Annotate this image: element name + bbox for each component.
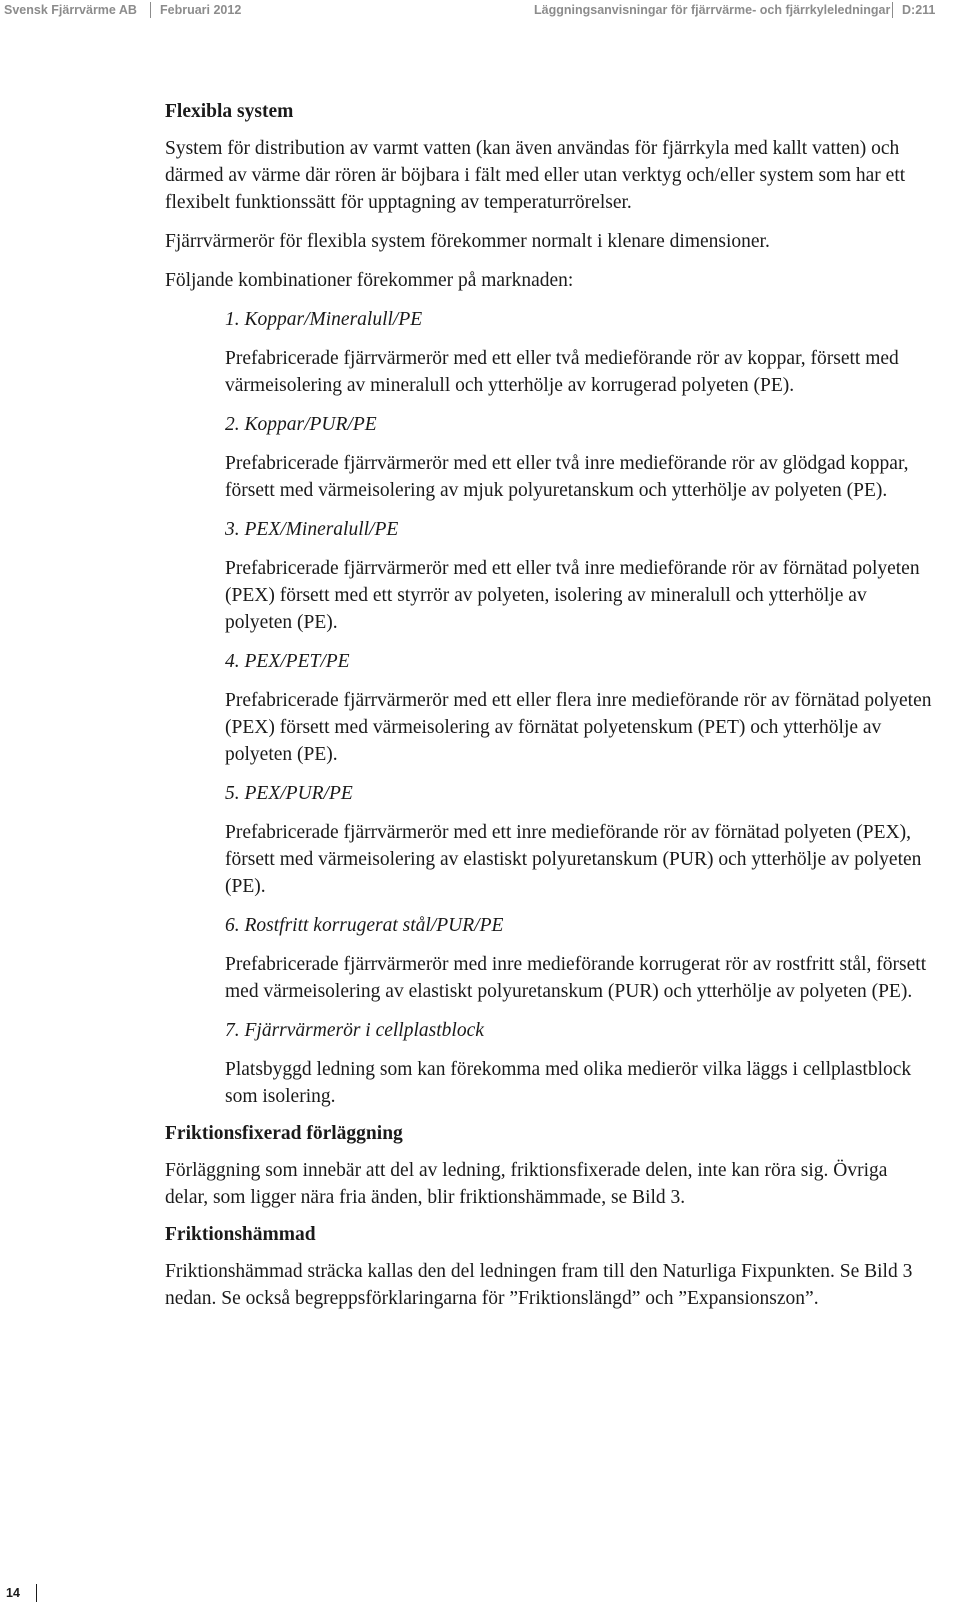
paragraph: Fjärrvärmerör för flexibla system förekommer normalt i klenare dimensioner. <box>165 231 770 252</box>
list-item-title: 5. PEX/PUR/PE <box>225 783 353 804</box>
list-item-title: 1. Koppar/Mineralull/PE <box>225 309 423 330</box>
list-item-title: 7. Fjärrvärmerör i cellplastblock <box>225 1020 484 1041</box>
paragraph: Förläggning som innebär att del av ledning, friktionsfixerade delen, inte kan röra sig. Övriga delar, som ligger nära fria änden, blir friktionshämmade, se Bild 3. <box>165 1160 888 1208</box>
list-item-text: Platsbyggd ledning som kan förekomma med olika medierör vilka läggs i cellplastblock som isolering. <box>225 1059 912 1107</box>
list-item-title: 2. Koppar/PUR/PE <box>225 414 377 435</box>
list-item-text: Prefabricerade fjärrvärmerör med ett inre medieförande rör av förnätad polyeten (PEX), försett med värmeisolering av elastiskt polyuretanskum (PUR) och ytterhölje av polyeten (PE). <box>225 822 922 897</box>
paragraph: Följande kombinationer förekommer på marknaden: <box>165 270 574 291</box>
section-heading-friktionshammad: Friktionshämmad <box>165 1224 316 1245</box>
list-item-text: Prefabricerade fjärrvärmerör med ett eller två inre medieförande rör av glödgad koppar, försett med värmeisolering av mjuk polyuretanskum och ytterhölje av polyeten (PE). <box>225 453 909 501</box>
list-item-text: Prefabricerade fjärrvärmerör med ett eller två inre medieförande rör av förnätad polyeten (PEX) försett med ett styrrör av polyeten, isolering av mineralull och ytterhölje av polyeten (PE). <box>225 558 920 633</box>
header-divider <box>892 2 893 18</box>
section-heading-flexibla: Flexibla system <box>165 101 294 122</box>
paragraph: Friktionshämmad sträcka kallas den del ledningen fram till den Naturliga Fixpunkten. Se Bild 3 nedan. Se också begreppsförklaringarna för ”Friktionslängd” och ”Expansionszon”. <box>165 1261 913 1309</box>
list-item-title: 6. Rostfritt korrugerat stål/PUR/PE <box>225 915 504 936</box>
page-content <box>165 98 935 1312</box>
header-document-code: D:211 <box>902 3 936 17</box>
list-item-text: Prefabricerade fjärrvärmerör med ett eller två medieförande rör av koppar, försett med värmeisolering av mineralull och ytterhölje av korrugerad polyeten (PE). <box>225 348 899 396</box>
header-company: Svensk Fjärrvärme AB <box>4 3 137 17</box>
page-number: 14 <box>6 1586 20 1600</box>
list-item-title: 4. PEX/PET/PE <box>225 651 350 672</box>
footer-divider <box>36 1584 37 1602</box>
header-divider <box>150 2 151 18</box>
paragraph: System för distribution av varmt vatten (kan även användas för fjärrkyla med kallt vatten) och därmed av värme där rören är böjbara i fält med eller utan verktyg och/eller system som har ett flexibelt funktionssätt för upptagning av temperaturrörelser. <box>165 138 906 213</box>
header-document-title: Läggningsanvisningar för fjärrvärme- och fjärrkyleledningar <box>534 3 891 17</box>
list-item-title: 3. PEX/Mineralull/PE <box>225 519 399 540</box>
page-header <box>0 0 960 20</box>
list-item-text: Prefabricerade fjärrvärmerör med ett eller flera inre medieförande rör av förnätad polyeten (PEX) försett med värmeisolering av förnätat polyetenskum (PET) och ytterhölje av polyeten (PE). <box>225 690 932 765</box>
list-item-text: Prefabricerade fjärrvärmerör med inre medieförande korrugerat rör av rostfritt stål, försett med värmeisolering av elastiskt polyuretanskum (PUR) och ytterhölje av polyeten (PE). <box>225 954 927 1002</box>
section-heading-friktionsfixerad: Friktionsfixerad förläggning <box>165 1123 403 1144</box>
header-date: Februari 2012 <box>160 3 242 17</box>
combination-list <box>225 306 935 1110</box>
